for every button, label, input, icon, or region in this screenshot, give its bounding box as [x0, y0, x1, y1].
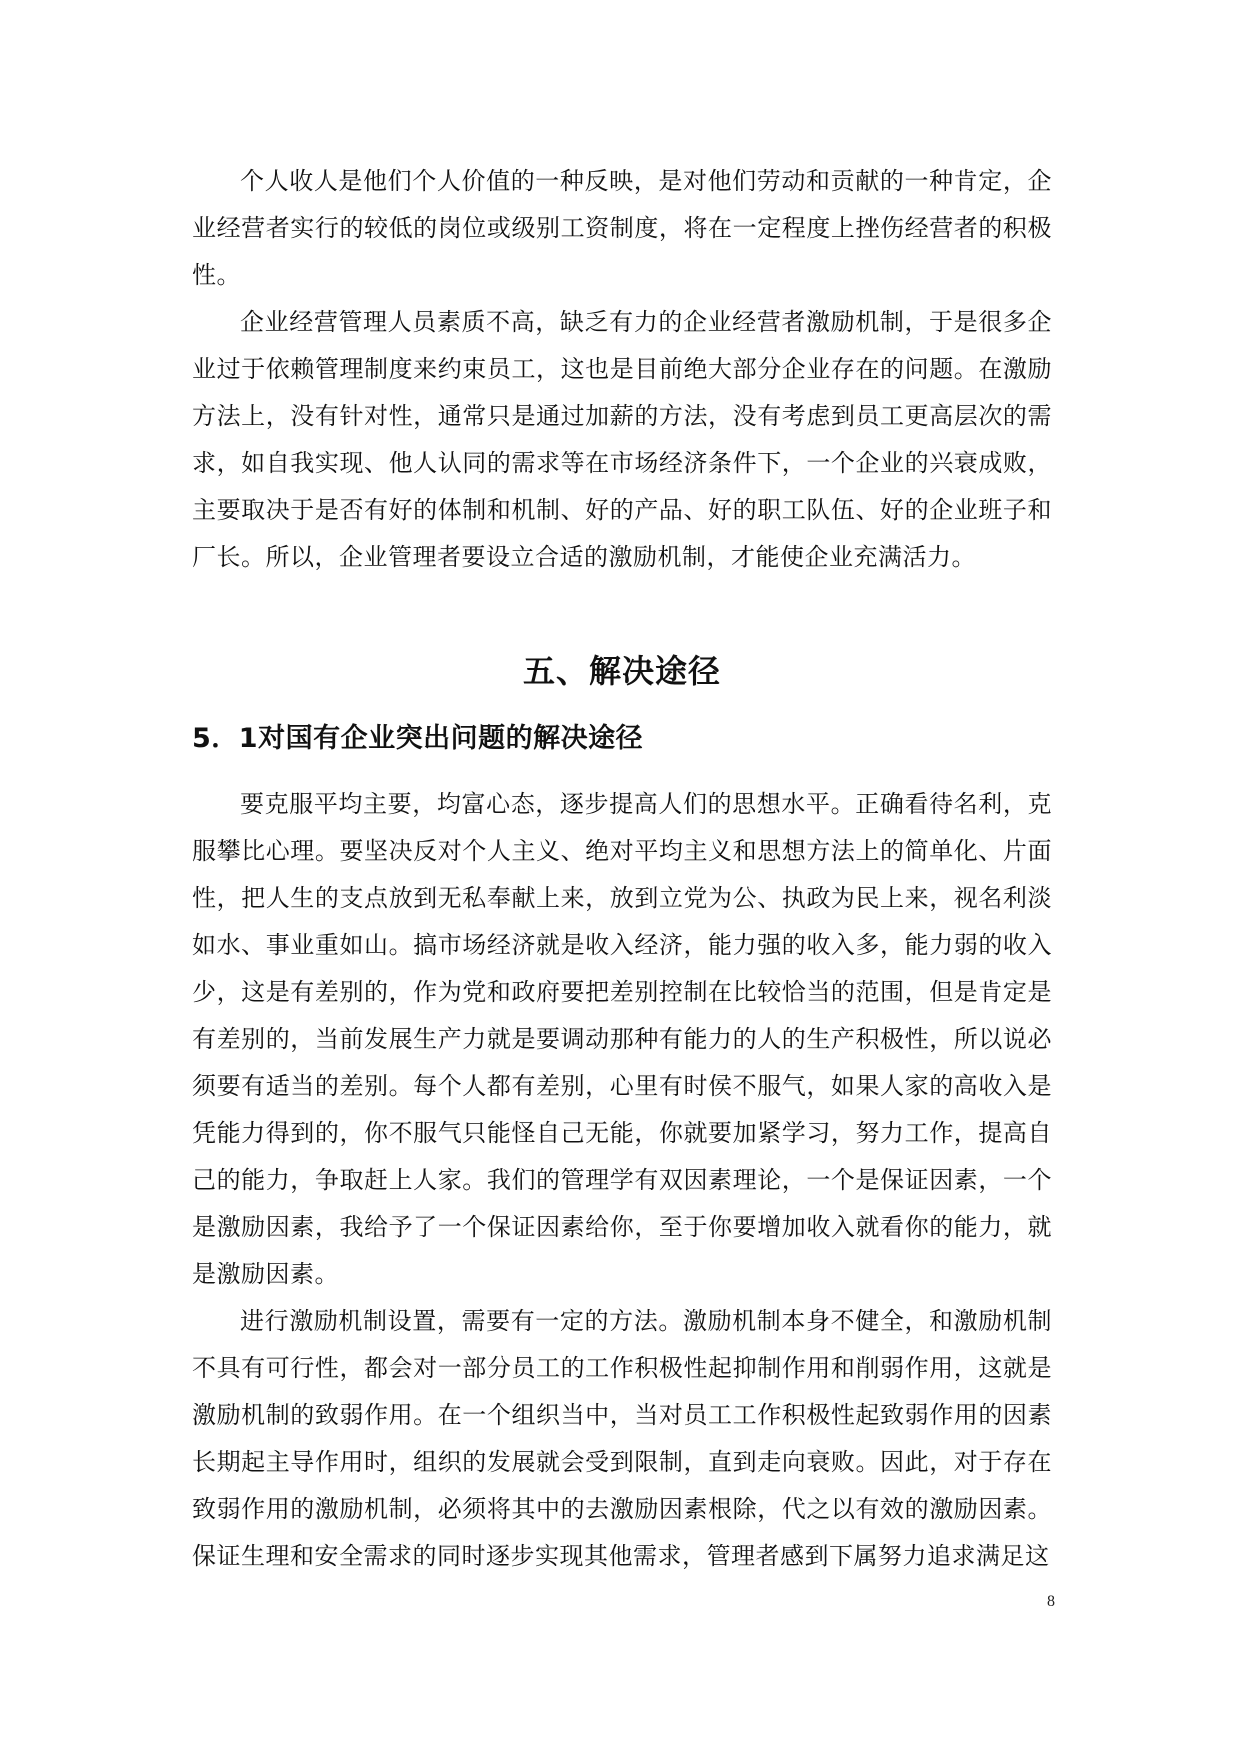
- paragraph-overcome-egalitarianism: 要克服平均主要，均富心态，逐步提高人们的思想水平。正确看待名利，克服攀比心理。要坚决反对个人主义、绝对平均主义和思想方法上的简单化、片面性，把人生的支点放到无私奉献上来，放到立党为公、执政为民上来，视名利淡如水、事业重如山。搞市场经济就是收入经济，能力强的收入多，能力弱的收入少，这是有差别的，作为党和政府要把差别控制在比较恰当的范围，但是肯定是有差别的，当前发展生产力就是要调动那种有能力的人的生产积极性，所以说必须要有适当的差别。每个人都有差别，心里有时侯不服气，如果人家的高收入是凭能力得到的，你不服气只能怪自己无能，你就要加紧学习，努力工作，提高自己的能力，争取赶上人家。我们的管理学有双因素理论，一个是保证因素，一个是激励因素，我给予了一个保证因素给你，至于你要增加收入就看你的能力，就是激励因素。: [192, 790, 1052, 1288]
- page-body: [192, 158, 1052, 1580]
- paragraph-incentive-mechanism: 进行激励机制设置，需要有一定的方法。激励机制本身不健全，和激励机制不具有可行性，都会对一部分员工的工作积极性起抑制作用和削弱作用，这就是激励机制的致弱作用。在一个组织当中，当对员工工作积极性起致弱作用的因素长期起主导作用时，组织的发展就会受到限制，直到走向衰败。因此，对于存在致弱作用的激励机制，必须将其中的去激励因素根除，代之以有效的激励因素。保证生理和安全需求的同时逐步实现其他需求，管理者感到下属努力追求满足这: [192, 1307, 1052, 1570]
- paragraph-income: 个人收人是他们个人价值的一种反映，是对他们劳动和贡献的一种肯定，企业经营者实行的较低的岗位或级别工资制度，将在一定程度上挫伤经营者的积极性。: [192, 167, 1052, 289]
- section-title: 五、解决途径: [522, 652, 721, 690]
- page-number: 8: [1047, 1593, 1055, 1610]
- subsection-title: 5．1对国有企业突出问题的解决途径: [192, 723, 644, 754]
- paragraph-management-quality: 企业经营管理人员素质不高，缺乏有力的企业经营者激励机制，于是很多企业过于依赖管理制度来约束员工，这也是目前绝大部分企业存在的问题。在激励方法上，没有针对性，通常只是通过加薪的方法，没有考虑到员工更高层次的需求，如自我实现、他人认同的需求等在市场经济条件下，一个企业的兴衰成败，主要取决于是否有好的体制和机制、好的产品、好的职工队伍、好的企业班子和厂长。所以，企业管理者要设立合适的激励机制，才能使企业充满活力。: [192, 308, 1052, 571]
